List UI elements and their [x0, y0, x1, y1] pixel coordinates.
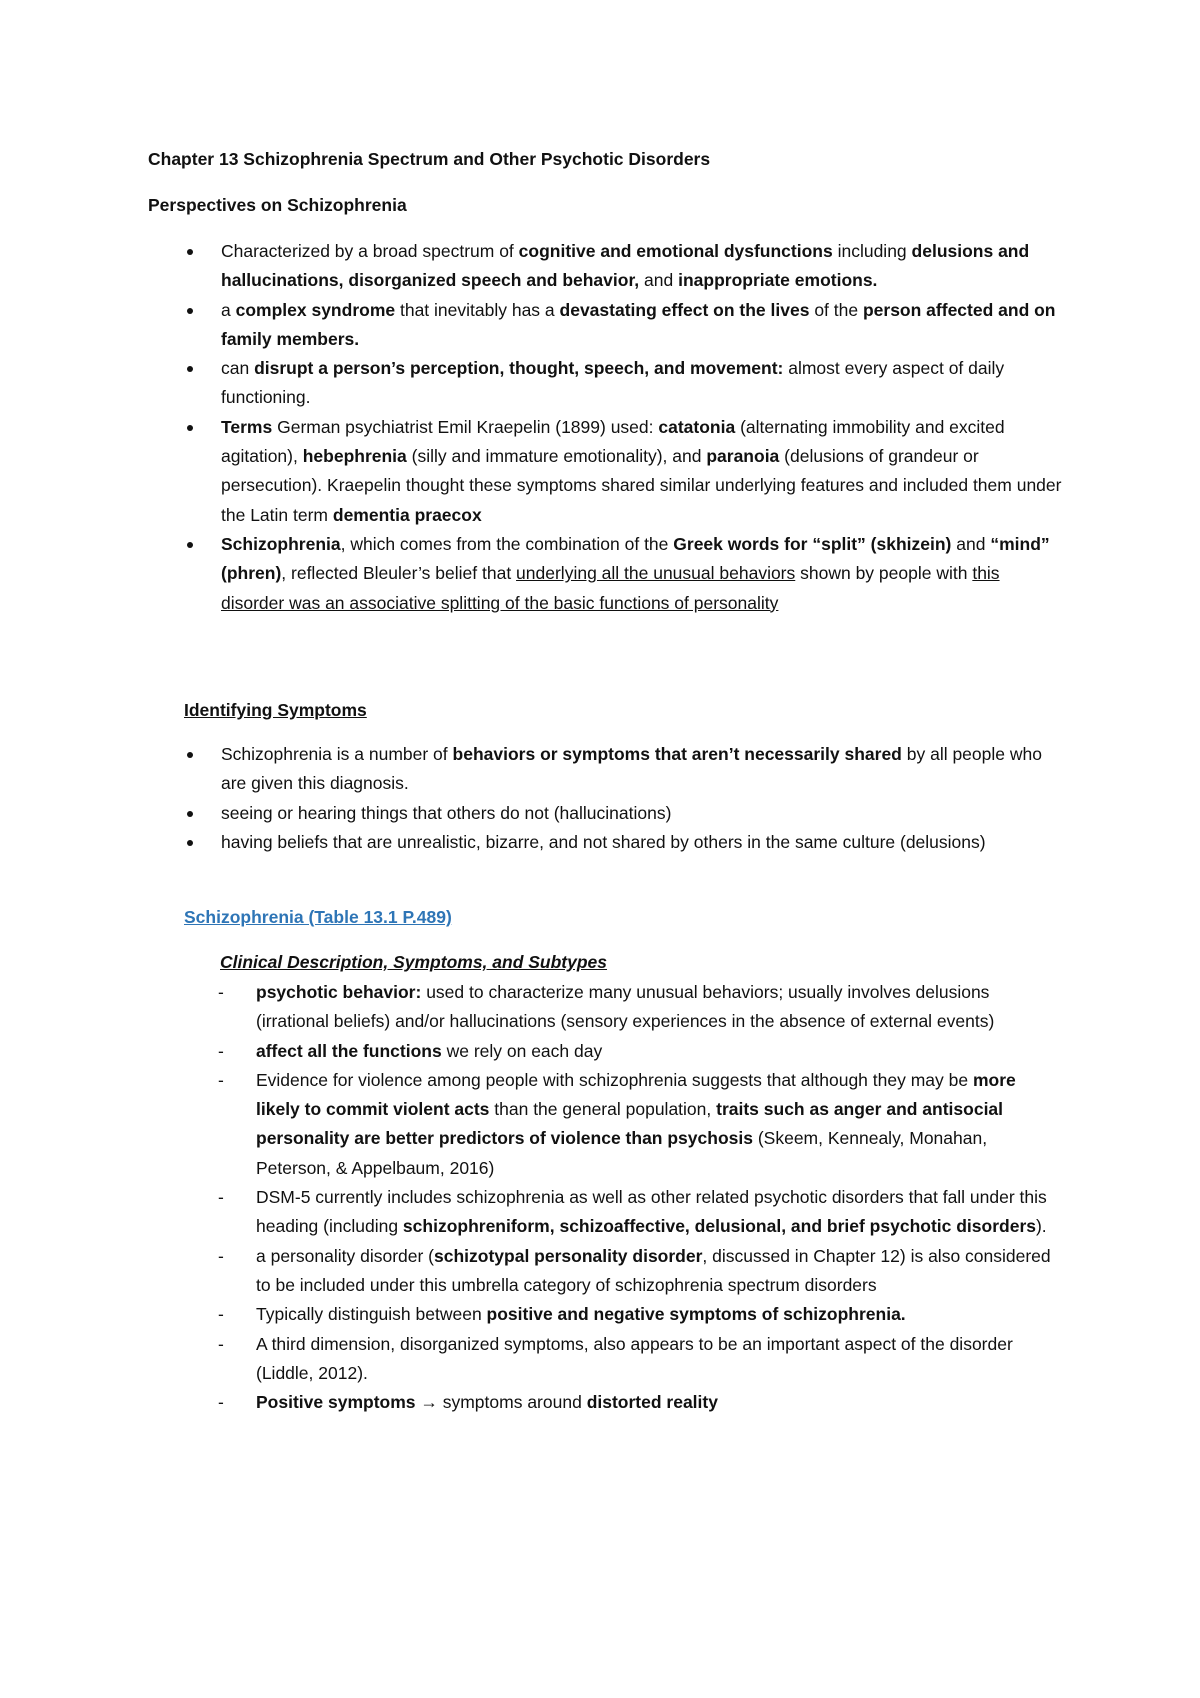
list-item: [0, 413, 1063, 530]
list-item: [0, 1037, 1063, 1066]
heading-identifying-symptoms: Identifying Symptoms: [184, 700, 367, 720]
list-item-text: and: [639, 270, 679, 291]
list-item-text: traits such as anger and antisocial personality are better predictors of violence than psychosis: [256, 1099, 1004, 1149]
list-item: [0, 530, 1063, 618]
list-item-text: ).: [1035, 1216, 1047, 1237]
list-item: [0, 1242, 1063, 1301]
perspectives-bullet-list: [0, 237, 1063, 618]
list-item-text: affect all the functions: [256, 1040, 442, 1061]
list-item-text: shown by people with: [795, 563, 973, 584]
list-item-text: seeing or hearing things that others do not (hallucinations): [221, 802, 672, 823]
list-item-text: German psychiatrist Emil Kraepelin (1899) used:: [272, 416, 659, 437]
list-item-text: complex syndrome: [235, 299, 396, 320]
list-item-text: this disorder was an associative splitting of the basic functions of personality: [221, 563, 1000, 613]
list-item-text: devastating effect on the lives: [559, 299, 810, 320]
list-item-text: (alternating immobility and excited agitation),: [221, 416, 1005, 467]
list-item-text: of the: [809, 299, 863, 320]
list-item-text: inappropriate emotions.: [678, 270, 878, 291]
list-item-text: delusions and hallucinations, disorganized speech and behavior,: [221, 241, 1030, 291]
list-item: [0, 354, 1063, 413]
list-item: [0, 799, 1063, 828]
list-item: [0, 1066, 1063, 1183]
list-item: [0, 1183, 1063, 1242]
list-item-text: by all people who are given this diagnosis.: [221, 744, 1042, 794]
list-item-text: Positive symptoms: [256, 1392, 416, 1413]
list-item: [0, 296, 1063, 355]
heading-perspectives: Perspectives on Schizophrenia: [148, 195, 407, 215]
list-item-text: almost every aspect of daily functioning.: [221, 358, 1005, 408]
list-item-text: catatonia: [658, 416, 736, 437]
list-item-text: Schizophrenia: [221, 533, 341, 554]
list-item-text: cognitive and emotional dysfunctions: [518, 241, 833, 261]
list-item-text: disrupt a person’s perception, thought, speech, and movement:: [254, 358, 784, 379]
list-item-text: dementia praecox: [332, 504, 482, 525]
list-item-text: person affected and on family members.: [221, 299, 1056, 349]
list-item: [0, 1300, 1063, 1329]
list-item-text: including: [832, 241, 912, 261]
list-item-text: distorted reality: [586, 1392, 718, 1413]
list-item-text: “mind” (phren): [221, 533, 1050, 584]
list-item-text: underlying all the unusual behaviors: [516, 563, 796, 584]
list-item-text: →: [415, 1392, 443, 1413]
list-item-text: behaviors or symptoms that aren’t necessarily shared: [452, 744, 902, 764]
list-item-text: (delusions of grandeur or persecution). Kraepelin thought these symptoms shared similar underlying features and included them under the Latin term: [221, 446, 1062, 525]
list-item-text: (silly and immature emotionality), and: [406, 446, 707, 467]
list-item-text: Typically distinguish between: [256, 1304, 487, 1325]
list-item-text: Schizophrenia is a number of: [221, 744, 453, 764]
clinical-dash-list: [0, 978, 1063, 1417]
list-item: [0, 828, 1063, 857]
list-item-text: (Skeem, Kennealy, Monahan, Peterson, & Appelbaum, 2016): [256, 1128, 988, 1178]
list-item-text: , reflected Bleuler’s belief that: [281, 563, 517, 584]
list-item-text: schizotypal personality disorder: [434, 1245, 703, 1266]
list-item-text: hebephrenia: [302, 446, 407, 467]
list-item-text: paranoia: [706, 446, 780, 467]
list-item-text: we rely on each day: [441, 1040, 603, 1061]
identifying-bullet-list: [0, 740, 1063, 857]
heading-clinical-description: Clinical Description, Symptoms, and Subtypes: [220, 952, 608, 972]
list-item: [0, 237, 1063, 296]
list-item-text: positive and negative symptoms of schizophrenia.: [486, 1304, 906, 1325]
list-item-text: A third dimension, disorganized symptoms, also appears to be an important aspect of the disorder (Liddle, 2012).: [256, 1333, 1013, 1383]
list-item: [0, 1388, 1063, 1417]
list-item-text: symptoms around: [442, 1392, 587, 1413]
list-item-text: psychotic behavior:: [256, 982, 422, 1002]
list-item-text: , discussed in Chapter 12) is also considered to be included under this umbrella category of schizophrenia spectrum disorders: [256, 1245, 1051, 1295]
list-item-text: schizophreniform, schizoaffective, delusional, and brief psychotic disorders: [402, 1216, 1036, 1237]
list-item-text: and: [951, 533, 991, 554]
list-item-text: used to characterize many unusual behaviors; usually involves delusions (irrational beliefs) and/or hallucinations (sensory experiences in the absence of external events): [256, 982, 995, 1032]
list-item-text: than the general population,: [489, 1099, 717, 1120]
list-item-text: a personality disorder (: [256, 1245, 434, 1266]
list-item-text: a: [221, 299, 236, 320]
list-item: [0, 740, 1063, 799]
list-item-text: DSM-5 currently includes schizophrenia as well as other related psychotic disorders that fall under this heading (including: [256, 1187, 1047, 1237]
list-item: [0, 978, 1063, 1037]
list-item-text: Evidence for violence among people with schizophrenia suggests that although they may be: [256, 1069, 973, 1090]
list-item-text: Greek words for “split” (skhizein): [673, 533, 952, 554]
table-link-heading[interactable]: Schizophrenia (Table 13.1 P.489): [184, 907, 452, 927]
list-item-text: having beliefs that are unrealistic, bizarre, and not shared by others in the same culture (delusions): [221, 831, 986, 852]
list-item-text: Characterized by a broad spectrum of: [221, 241, 519, 261]
list-item-text: Terms: [221, 416, 273, 437]
list-item-text: that inevitably has a: [395, 299, 560, 320]
list-item-text: more likely to commit violent acts: [256, 1069, 1016, 1120]
list-item-text: can: [221, 358, 255, 379]
list-item-text: , which comes from the combination of the: [340, 533, 674, 554]
document-title: Chapter 13 Schizophrenia Spectrum and Other Psychotic Disorders: [148, 149, 711, 169]
list-item: [0, 1330, 1063, 1389]
